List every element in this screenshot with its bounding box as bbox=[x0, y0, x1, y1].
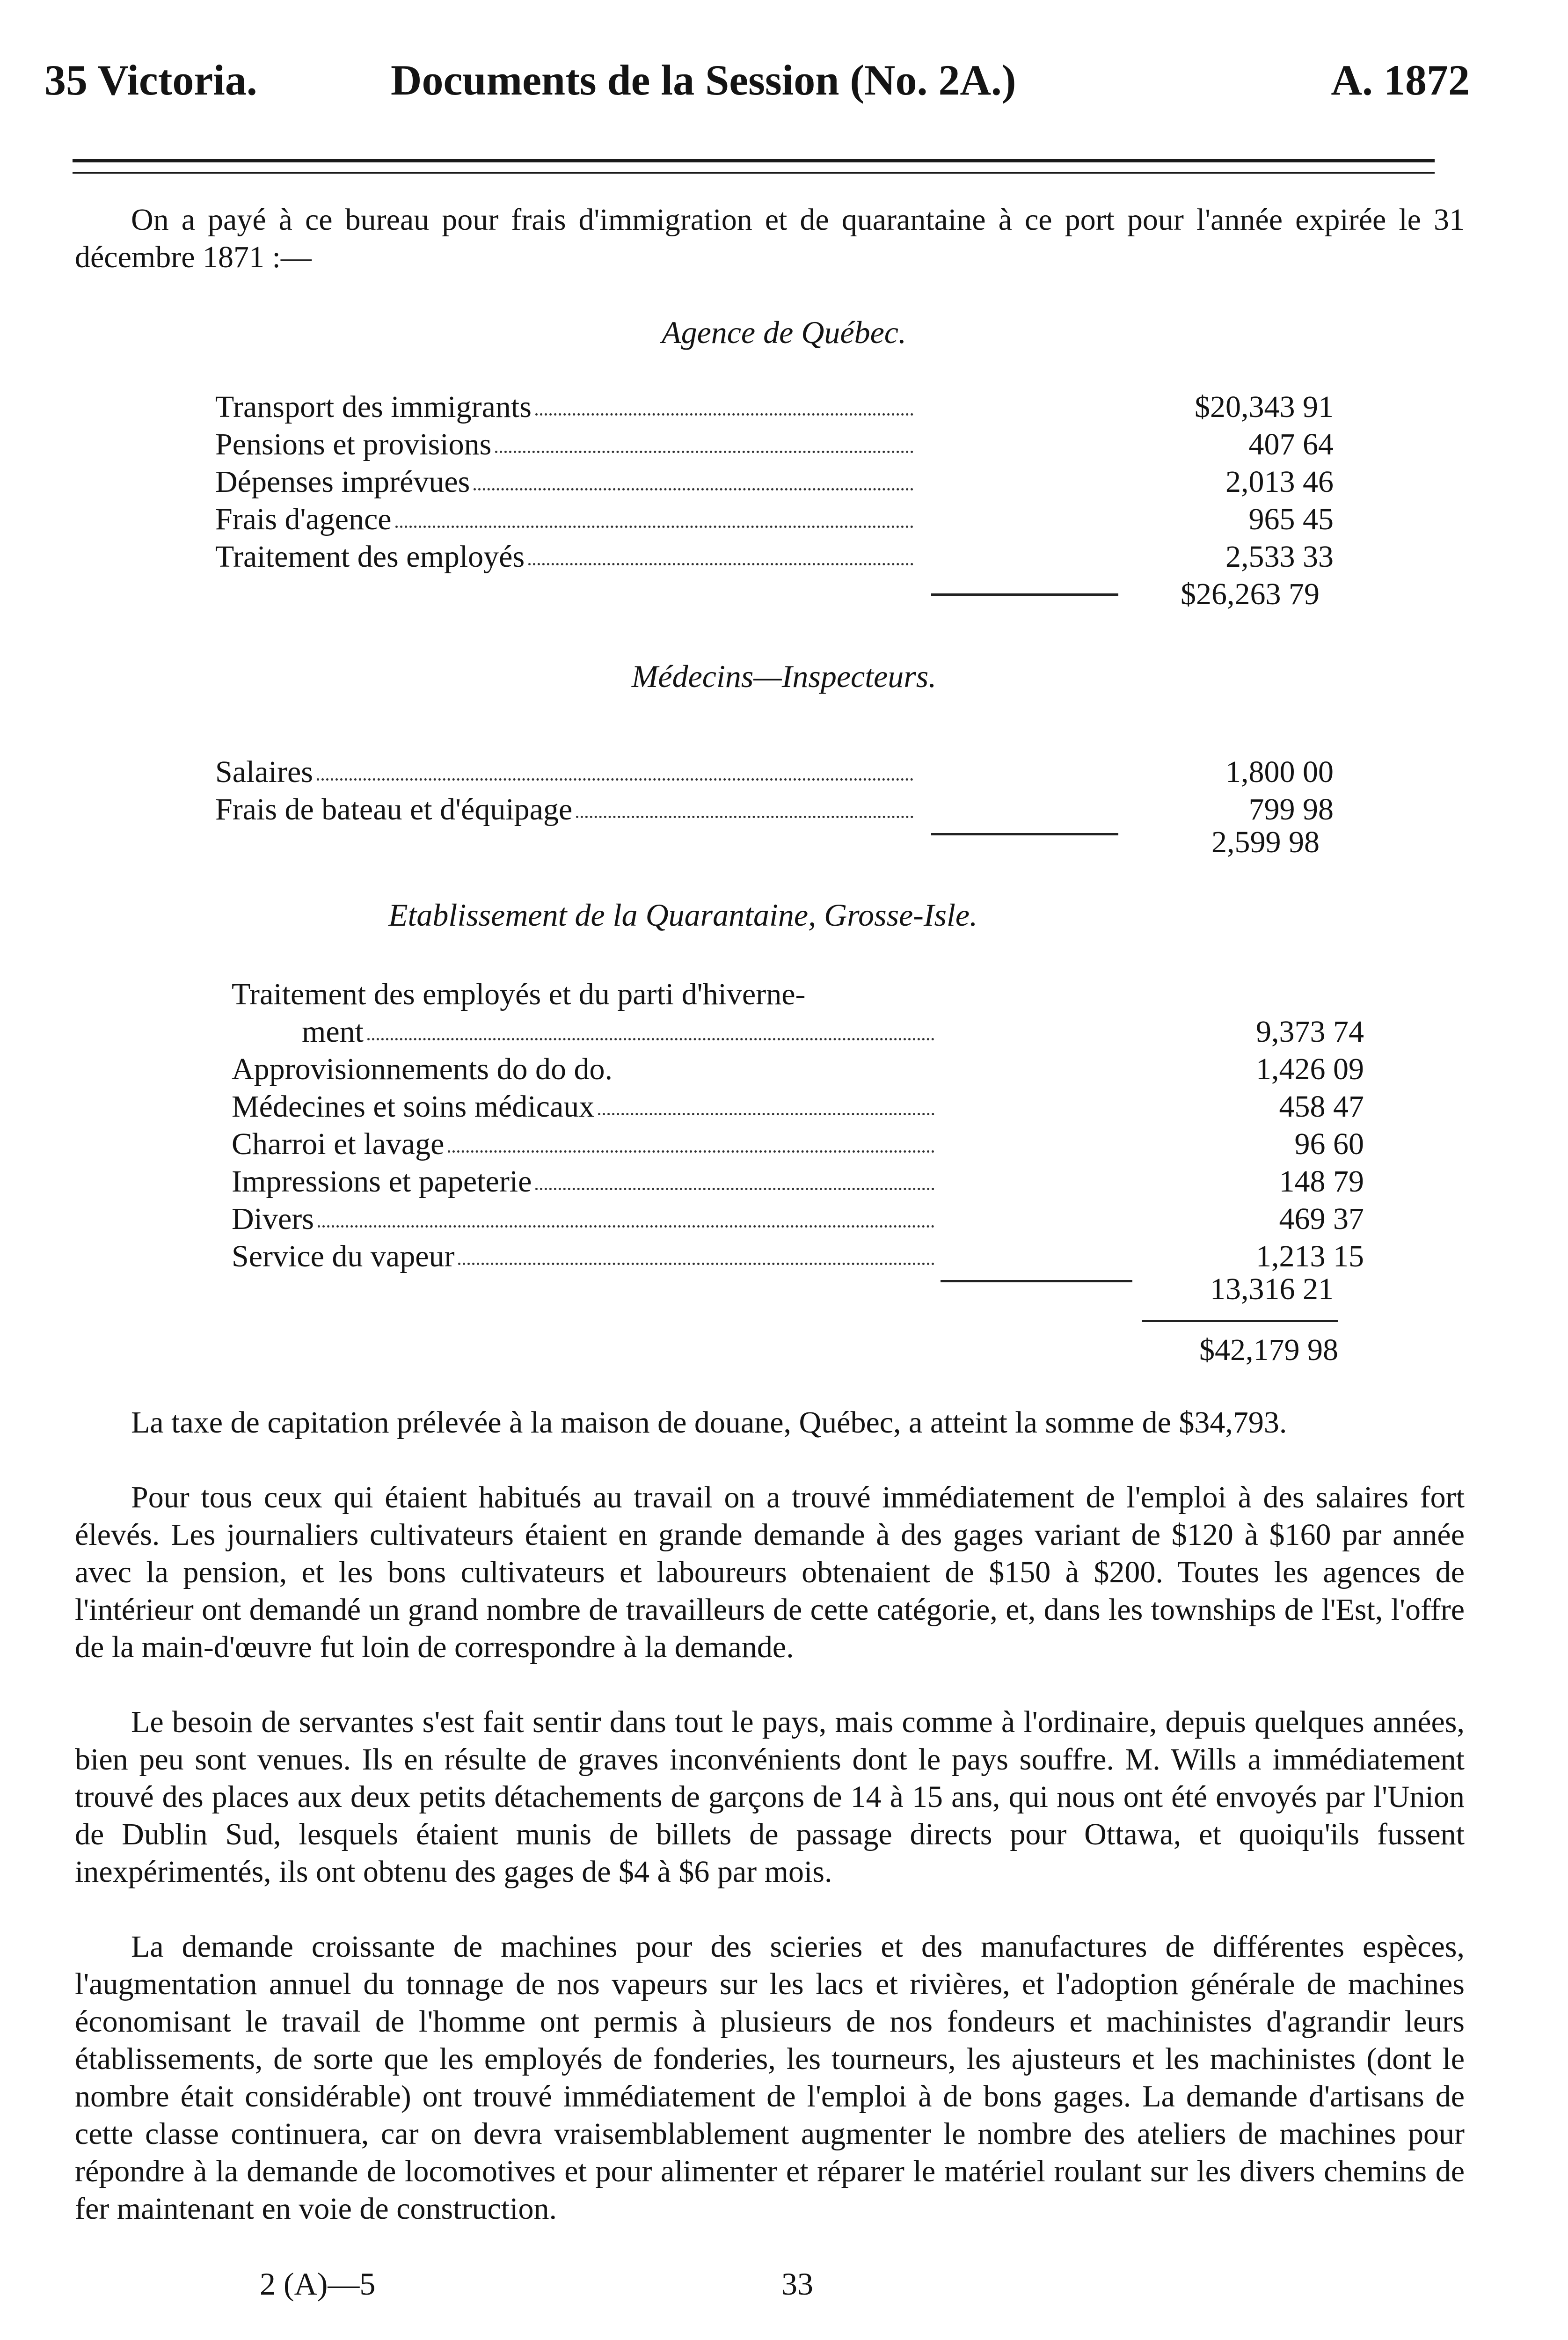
account-label: Frais d'agence bbox=[215, 502, 392, 536]
subtotal-agence: $26,263 79 bbox=[1181, 577, 1320, 611]
account-label: Traitement des employés bbox=[215, 540, 525, 574]
grand-total: $42,179 98 bbox=[1199, 1333, 1338, 1367]
account-amount: 407 64 bbox=[1248, 427, 1334, 461]
header-document-title: Documents de la Session (No. 2A.) bbox=[391, 56, 1016, 104]
account-label: Service du vapeur bbox=[232, 1239, 455, 1273]
account-label: ment bbox=[302, 1015, 364, 1049]
sum-rule bbox=[931, 833, 1118, 835]
header-rule-thick bbox=[73, 159, 1435, 162]
account-label: Frais de bateau et d'équipage bbox=[215, 792, 573, 826]
paragraph-machinists: La demande croissante de machines pour des scieries et des manufactures de différentes espèces, l'augmentation annuel du tonnage de nos vapeurs sur les lacs et rivières, et l'adoption générale de machines économisant le travail de l'homme ont permis à plusieurs de nos fondeurs et machinistes d'agrandir leurs établissements, de sorte que les employés de fonderies, les tourneurs, les ajusteurs et les machinistes (dont le nombre était considérable) ont trouvé immédiatement de l'emploi à de bons gages. La demande d'artisans de cette classe continuera, car on devra vraisemblablement augmenter le nombre des ateliers de machines pour répondre à la demande de locomotives et pour alimenter et réparer le matériel roulant sur les divers chemins de fer maintenant en voie de construction. bbox=[75, 1930, 1465, 2226]
account-amount: 458 47 bbox=[1279, 1090, 1364, 1124]
section-heading-medecins: Médecins—Inspecteurs. bbox=[631, 658, 937, 694]
account-label: Médecines et soins médicaux bbox=[232, 1090, 595, 1124]
sum-rule bbox=[931, 593, 1118, 596]
intro-paragraph: On a payé à ce bureau pour frais d'immigration et de quarantaine à ce port pour l'année expirée le 31 décembre 1871 :— bbox=[75, 203, 1465, 274]
account-amount: 9,373 74 bbox=[1256, 1015, 1364, 1049]
sum-rule bbox=[941, 1280, 1132, 1282]
page-number: 33 bbox=[781, 2266, 813, 2302]
section-heading-quarantaine: Etablissement de la Quarantaine, Grosse-Isle. bbox=[388, 897, 978, 933]
account-amount: 1,800 00 bbox=[1225, 755, 1334, 789]
account-label: Impressions et papeterie bbox=[232, 1164, 532, 1199]
account-label: Transport des immigrants bbox=[215, 390, 532, 424]
account-amount: 148 79 bbox=[1279, 1164, 1364, 1199]
account-amount: 1,426 09 bbox=[1256, 1052, 1364, 1086]
account-label: Pensions et provisions bbox=[215, 427, 492, 461]
account-amount: 1,213 15 bbox=[1256, 1239, 1364, 1273]
account-label: Traitement des employés et du parti d'hiverne- bbox=[232, 977, 806, 1011]
subtotal-medecins: 2,599 98 bbox=[1211, 825, 1320, 859]
account-label: Divers bbox=[232, 1202, 314, 1236]
account-amount: 2,533 33 bbox=[1225, 540, 1334, 574]
account-amount: 965 45 bbox=[1248, 502, 1334, 536]
header-session-label: 35 Victoria. bbox=[44, 56, 257, 104]
total-rule bbox=[1142, 1320, 1338, 1322]
footer-signature-mark: 2 (A)—5 bbox=[260, 2266, 376, 2302]
paragraph-capitation: La taxe de capitation prélevée à la maison de douane, Québec, a atteint la somme de $34,793. bbox=[131, 1405, 1287, 1440]
paragraph-labour: Pour tous ceux qui étaient habitués au travail on a trouvé immédiatement de l'emploi à des salaires fort élevés. Les journaliers cultivateurs étaient en grande demande à des gages variant de $120 à $160 par année avec la pension, et les bons cultivateurs et laboureurs obtenaient de $150 à $200. Toutes les agences de l'intérieur ont demandé un grand nombre de travailleurs de cette catégorie, et, dans les townships de l'Est, l'offre de la main-d'œuvre fut loin de correspondre à la demande. bbox=[75, 1480, 1465, 1664]
section-heading-agence: Agence de Québec. bbox=[662, 314, 906, 350]
account-label: Charroi et lavage bbox=[232, 1127, 445, 1161]
header-year: A. 1872 bbox=[1331, 56, 1470, 104]
account-amount: 96 60 bbox=[1294, 1127, 1364, 1161]
account-amount: $20,343 91 bbox=[1195, 390, 1334, 424]
account-amount: 469 37 bbox=[1279, 1202, 1364, 1236]
account-amount: 2,013 46 bbox=[1225, 465, 1334, 499]
header-rule-thin bbox=[73, 172, 1435, 174]
subtotal-quarantaine: 13,316 21 bbox=[1210, 1272, 1334, 1306]
account-label: Dépenses imprévues bbox=[215, 465, 470, 499]
paragraph-servants: Le besoin de servantes s'est fait sentir dans tout le pays, mais comme à l'ordinaire, depuis quelques années, bien peu sont venues. Ils en résulte de graves inconvénients dont le pays souffre. M. Wills a immédiatement trouvé des places aux deux petits détachements de garçons de 14 à 15 ans, qui nous ont été envoyés par l'Union de Dublin Sud, lesquels étaient munis de billets de passage directs pour Ottawa, et quoiqu'ils fussent inexpérimentés, ils ont obtenu des gages de $4 à $6 par mois. bbox=[75, 1705, 1465, 1889]
account-label: Salaires bbox=[215, 755, 313, 789]
account-amount: 799 98 bbox=[1248, 792, 1334, 826]
account-label: Approvisionnements do do do. bbox=[232, 1052, 613, 1086]
